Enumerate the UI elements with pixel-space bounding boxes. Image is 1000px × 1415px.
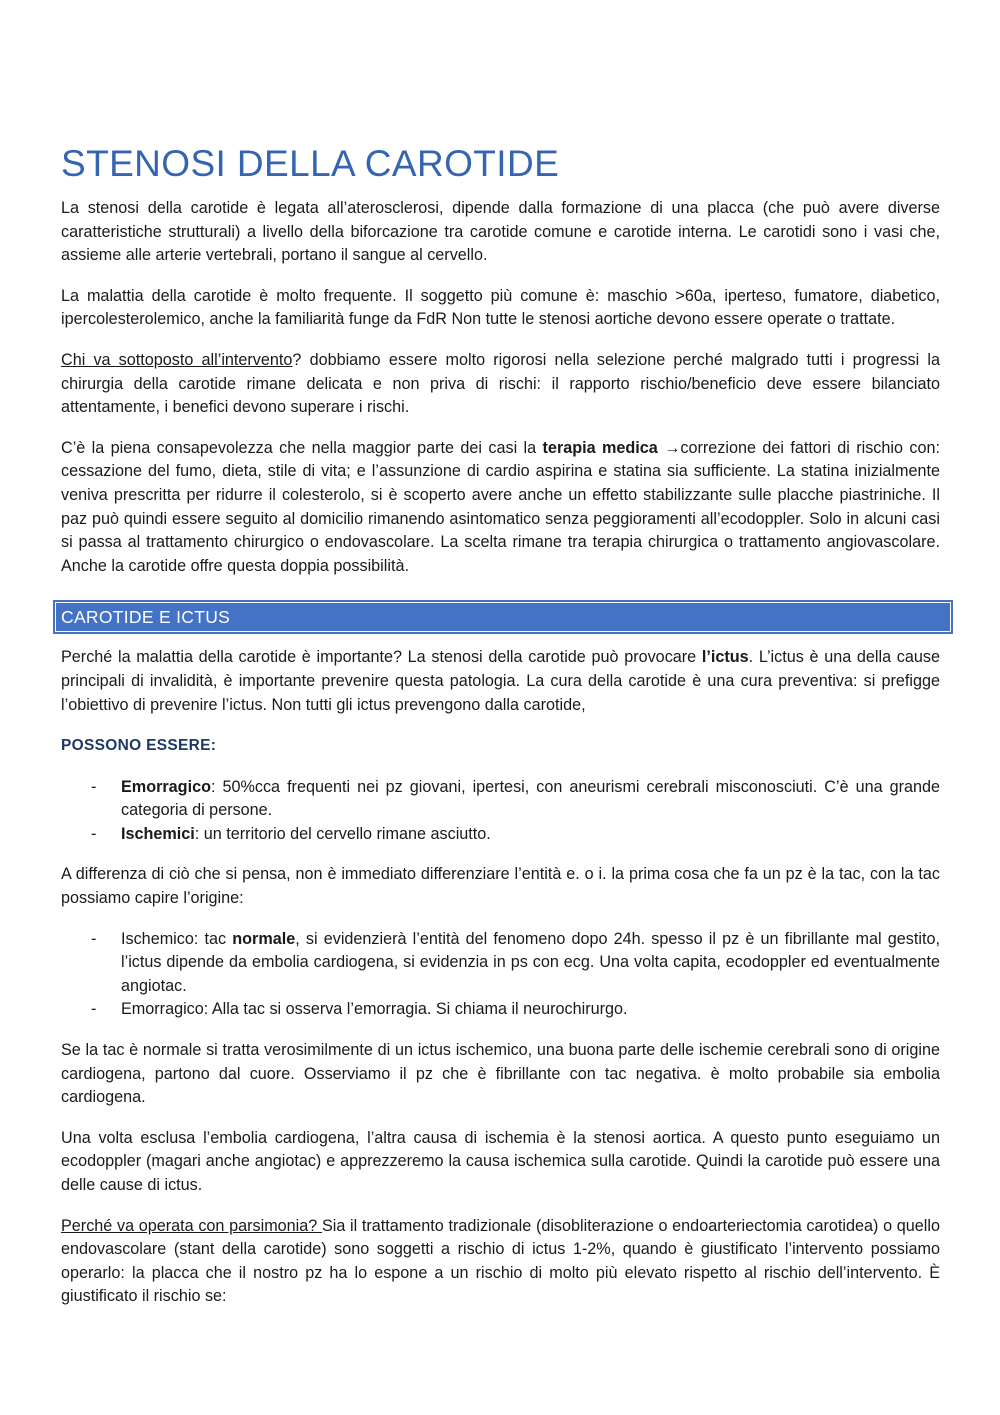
- list-item-text: Ischemico: tac: [121, 929, 233, 948]
- paragraph-intro: La stenosi della carotide è legata all’aterosclerosi, dipende dalla formazione di una placca (che può avere diverse caratteristiche strutturali) a livello della biforcazione tra carotide comune e carotide interna. Le carotidi sono i vasi che, assieme alle arterie vertebrali, portano il sangue al cervello.: [61, 199, 940, 265]
- underlined-question: Perché va operata con parsimonia?: [61, 1216, 322, 1235]
- dash-bullet: -: [91, 777, 97, 796]
- subheading-possono-essere: POSSONO ESSERE:: [61, 737, 217, 755]
- dash-bullet: -: [91, 824, 97, 843]
- therapy-text: correzione dei fattori di rischio con: cessazione del fumo, dieta, stile di vita; e l’assunzione di cardio aspirina e statina sia sufficiente. La statina inizialmente veniva prescritta per ridurre il colesterolo, si è scoperto avere anche un effetto stabilizzante sulle placche piastriniche. Il paz può quindi essere seguito al domicilio rimanendo asintomatico senza peggioramenti all’ecodoppler. Solo in alcuni casi si passa al trattamento chirurgico o endovascolare. La scelta rimane tra terapia chirurgica o trattamento angiovascolare. Anche la carotide offre questa doppia possibilità.: [61, 438, 940, 575]
- section-heading-bar: CAROTIDE E ICTUS: [53, 600, 953, 634]
- arrow-icon: →: [657, 438, 681, 457]
- list-item: [61, 823, 940, 847]
- list-item-text: : 50%cca frequenti nei pz giovani, ipertesi, con aneurismi cerebrali misconosciuti. C’è una grande categoria di persone.: [121, 777, 940, 820]
- paragraph-medical-therapy: [61, 437, 940, 579]
- paragraph-frequency: La malattia della carotide è molto frequente. Il soggetto più comune è: maschio >60a, iperteso, fumatore, diabetico, ipercolesterolemico, anche la familiarità funge da FdR Non tutte le stenosi aortiche devono essere operate o trattate.: [61, 286, 940, 329]
- list-item: [61, 776, 940, 823]
- paragraph-importance: [61, 646, 940, 717]
- paragraph-parsimony-text: Sia il trattamento tradizionale (disobliterazione o endoarteriectomia carotidea) o quello endovascolare (stant della carotide) sono soggetti a rischio di ictus 1-2%, quando è giustificato l’intervento possiamo operarlo: la placca che il nostro pz ha lo espone a un rischio di molto più elevato rispetto al rischio dell’intervento. È giustificato il rischio se:: [61, 1216, 940, 1306]
- paragraph-tac-normal: Se la tac è normale si tratta verosimilmente di un ictus ischemico, una buona parte delle ischemie cerebrali sono di origine cardiogena, partono dal cuore. Osserviamo il pz che è fibrillante con tac negativa. è molto probabile sia embolia cardiogena.: [61, 1041, 940, 1107]
- document-title: STENOSI DELLA CAROTIDE: [61, 143, 560, 184]
- importance-intro: Perché la malattia della carotide è importante? La stenosi della carotide può provocare: [61, 648, 702, 667]
- therapy-intro: C’è la piena consapevolezza che nella maggior parte dei casi la: [61, 438, 543, 457]
- ictus-types-list: [61, 776, 940, 847]
- list-item: [61, 998, 940, 1022]
- paragraph-embolia: Una volta esclusa l’embolia cardiogena, l’altra causa di ischemia è la stenosi aortica. A questo punto eseguiamo un ecodoppler (magari anche angiotac) e apprezzeremo la causa ischemica sulla carotide. Quindi la carotide può essere una delle cause di ictus.: [61, 1128, 940, 1194]
- therapy-bold: terapia medica: [542, 438, 658, 457]
- dash-bullet: -: [91, 1000, 97, 1019]
- ictus-bold: l’ictus: [701, 648, 749, 667]
- dash-bullet: -: [91, 929, 97, 948]
- tac-findings-list: [61, 928, 940, 1022]
- paragraph-selection: [61, 349, 940, 420]
- list-item-bold: normale: [232, 929, 296, 948]
- list-item: [61, 928, 940, 999]
- list-item-term: Emorragico: [121, 777, 211, 796]
- importance-text: . L’ictus è una della cause principali di invalidità, è importante prevenire questa patologia. La cura della carotide è una cura preventiva: si prefigge l’obiettivo di prevenire l’ictus. Non tutti gli ictus prevengono dalla carotide,: [61, 648, 940, 714]
- list-item-text: , si evidenzierà l’entità del fenomeno dopo 24h. spesso il pz è un fibrillante mal gestito, l’ictus dipende da embolia cardiogena, si evidenzia in ps con ecg. Una volta capita, ecodoppler ed eventualmente angiotac.: [121, 929, 940, 995]
- list-item-text: Emorragico: Alla tac si osserva l’emorragia. Si chiama il neurochirurgo.: [121, 1000, 628, 1019]
- list-item-term: Ischemici: [121, 824, 195, 843]
- paragraph-parsimony: [61, 1215, 940, 1309]
- list-item-text: : un territorio del cervello rimane asciutto.: [194, 824, 491, 843]
- paragraph-differentiation: A differenza di ciò che si pensa, non è immediato differenziare l’entità e. o i. la prima cosa che fa un pz è la tac, con la tac possiamo capire l’origine:: [61, 865, 940, 908]
- underlined-question: Chi va sottoposto all’intervento: [61, 350, 293, 369]
- paragraph-selection-text: ? dobbiamo essere molto rigorosi nella selezione perché malgrado tutti i progressi la chirurgia della carotide rimane delicata e non priva di rischi: il rapporto rischio/beneficio deve essere bilanciato attentamente, i benefici devono superare i rischi.: [61, 350, 940, 417]
- document-content: [61, 140, 940, 1309]
